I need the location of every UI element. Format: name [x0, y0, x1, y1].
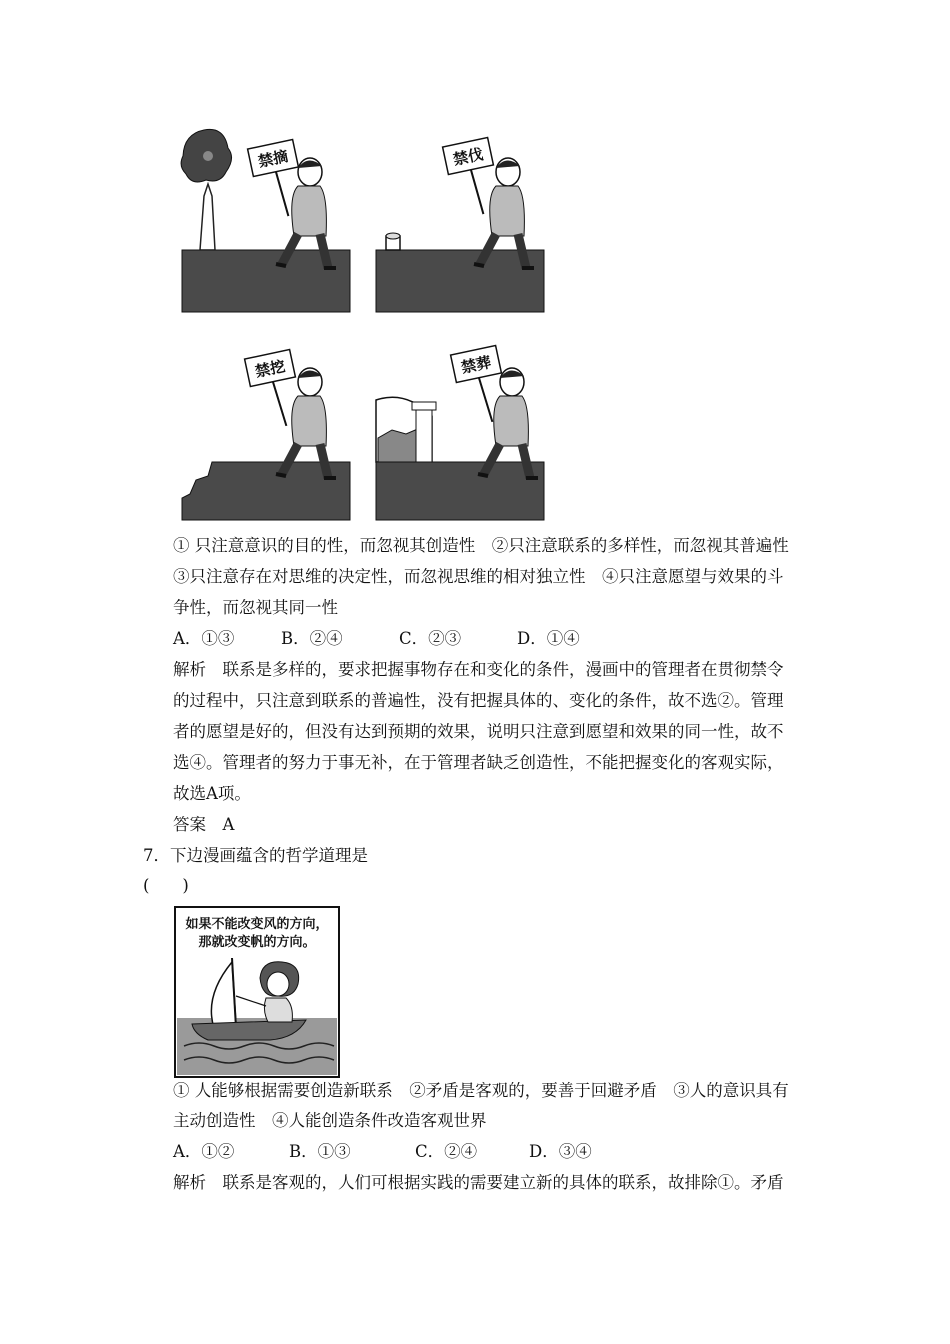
q6-analysis-line-2: 的过程中，只注意到联系的普遍性，没有把握具体的、变化的条件，故不选②。管理: [173, 691, 784, 710]
q7-cartoon-sailing: [174, 906, 340, 1078]
q6-option-a[interactable]: A．①③: [173, 629, 235, 648]
sign-text: 禁摘: [256, 148, 290, 171]
cartoon-caption-line-1: 如果不能改变风的方向，: [185, 916, 329, 931]
q6-option-d[interactable]: D．①④: [517, 629, 580, 648]
q7-answer-bracket: ( ): [143, 876, 189, 895]
q6-statement-line-2: ③只注意存在对思维的决定性，而忽视思维的相对独立性 ④只注意愿望与效果的斗: [173, 567, 784, 586]
comic-panel-no-digging: [178, 338, 358, 524]
comic-panel-no-logging: [372, 126, 552, 316]
cartoon-caption-line-2: 那就改变帆的方向。: [198, 934, 316, 949]
q6-analysis-line-1: 解析 联系是多样的，要求把握事物存在和变化的条件，漫画中的管理者在贯彻禁令: [173, 660, 784, 679]
q7-option-b[interactable]: B．①③: [289, 1142, 351, 1161]
tree-illustration: [181, 129, 231, 250]
q7-statement-line-2: 主动创造性 ④人能创造条件改造客观世界: [173, 1111, 487, 1130]
q7-statement-line-1: ① 人能够根据需要创造新联系 ②矛盾是客观的，要善于回避矛盾 ③人的意识具有: [173, 1081, 789, 1100]
q6-options: [173, 629, 580, 649]
tree-stump-illustration: [386, 233, 400, 250]
tomb-illustration: [376, 397, 436, 462]
q6-option-c[interactable]: C．②③: [399, 629, 462, 648]
q6-statement-line-1: ① 只注意意识的目的性，而忽视其创造性 ②只注意联系的多样性，而忽视其普遍性: [173, 536, 789, 555]
sign-text: 禁挖: [253, 358, 287, 381]
sign-text: 禁葬: [459, 354, 493, 377]
q6-statement-line-3: 争性，而忽视其同一性: [173, 598, 338, 617]
sign-text: 禁伐: [451, 146, 485, 169]
q6-analysis-line-4: 选④。管理者的努力于事无补，在于管理者缺乏创造性，不能把握变化的客观实际，: [173, 753, 784, 772]
q7-option-c[interactable]: C．②④: [415, 1142, 478, 1161]
q6-option-b[interactable]: B．②④: [281, 629, 343, 648]
q6-analysis-line-3: 者的愿望是好的，但没有达到预期的效果，说明只注意到愿望和效果的同一性，故不: [173, 722, 784, 741]
comic-panel-no-burial: [372, 338, 552, 524]
comic-panel-no-picking: [178, 126, 358, 316]
q6-answer: 答案 A: [173, 815, 235, 834]
q7-options: [173, 1142, 592, 1162]
q7-stem: 7．下边漫画蕴含的哲学道理是: [143, 846, 368, 865]
q7-option-d[interactable]: D．③④: [529, 1142, 592, 1161]
q7-option-a[interactable]: A．①②: [173, 1142, 235, 1161]
q6-analysis-line-5: 故选A项。: [173, 784, 251, 803]
q7-analysis-line-1: 解析 联系是客观的，人们可根据实践的需要建立新的具体的联系，故排除①。矛盾: [173, 1173, 784, 1192]
